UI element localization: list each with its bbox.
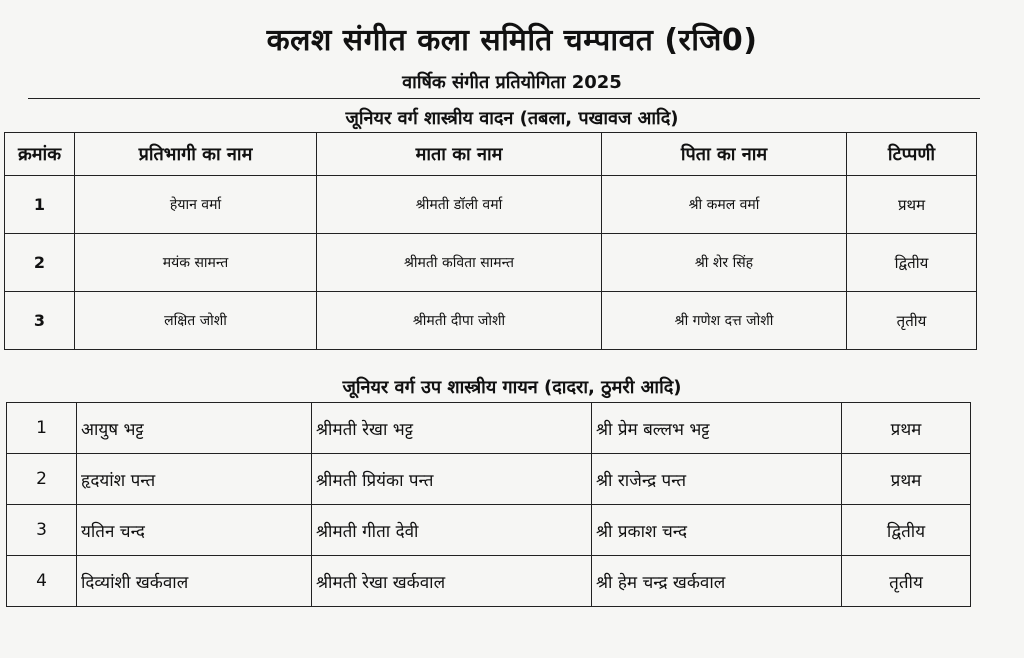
table-row [5,176,977,234]
column-header-participant: प्रतिभागी का नाम [75,133,317,176]
participant-cell: लक्षित जोशी [75,292,317,350]
participant-cell: हृदयांश पन्त [77,454,312,505]
father-cell: श्री गणेश दत्त जोशी [602,292,847,350]
serial-cell: 3 [7,505,77,556]
serial-cell: 2 [5,234,75,292]
mother-cell: श्रीमती प्रियंका पन्त [312,454,592,505]
table-header-row [5,133,977,176]
table-row [7,556,971,607]
serial-cell: 1 [7,403,77,454]
page-subtitle: वार्षिक संगीत प्रतियोगिता 2025 [402,72,622,93]
page-title: कलश संगीत कला समिति चम्पावत (रजि0) [266,23,758,58]
table-row [5,234,977,292]
column-header-mother: माता का नाम [317,133,602,176]
divider-line [28,98,980,99]
table-row [7,505,971,556]
father-cell: श्री कमल वर्मा [602,176,847,234]
father-cell: श्री प्रेम बल्लभ भट्ट [592,403,842,454]
remark-cell: तृतीय [842,556,971,607]
section2-heading: जूनियर वर्ग उप शास्त्रीय गायन (दादरा, ठुमरी आदि) [342,377,682,398]
mother-cell: श्रीमती रेखा खर्कवाल [312,556,592,607]
participant-cell: मयंक सामन्त [75,234,317,292]
remark-cell: प्रथम [842,403,971,454]
remark-cell: प्रथम [847,176,977,234]
table-row [7,403,971,454]
column-header-serial: क्रमांक [5,133,75,176]
mother-cell: श्रीमती रेखा भट्ट [312,403,592,454]
father-cell: श्री हेम चन्द्र खर्कवाल [592,556,842,607]
section2-table [6,402,971,607]
remark-cell: द्वितीय [847,234,977,292]
participant-cell: आयुष भट्ट [77,403,312,454]
section1-table [4,132,977,350]
father-cell: श्री शेर सिंह [602,234,847,292]
mother-cell: श्रीमती दीपा जोशी [317,292,602,350]
participant-cell: यतिन चन्द [77,505,312,556]
participant-cell: हेयान वर्मा [75,176,317,234]
column-header-remark: टिप्पणी [847,133,977,176]
father-cell: श्री प्रकाश चन्द [592,505,842,556]
table-row [5,292,977,350]
serial-cell: 2 [7,454,77,505]
mother-cell: श्रीमती कविता सामन्त [317,234,602,292]
mother-cell: श्रीमती गीता देवी [312,505,592,556]
table-row [7,454,971,505]
column-header-father: पिता का नाम [602,133,847,176]
remark-cell: द्वितीय [842,505,971,556]
father-cell: श्री राजेन्द्र पन्त [592,454,842,505]
serial-cell: 3 [5,292,75,350]
remark-cell: तृतीय [847,292,977,350]
serial-cell: 4 [7,556,77,607]
remark-cell: प्रथम [842,454,971,505]
mother-cell: श्रीमती डॉली वर्मा [317,176,602,234]
serial-cell: 1 [5,176,75,234]
participant-cell: दिव्यांशी खर्कवाल [77,556,312,607]
section1-heading: जूनियर वर्ग शास्त्रीय वादन (तबला, पखावज आदि) [345,108,679,129]
